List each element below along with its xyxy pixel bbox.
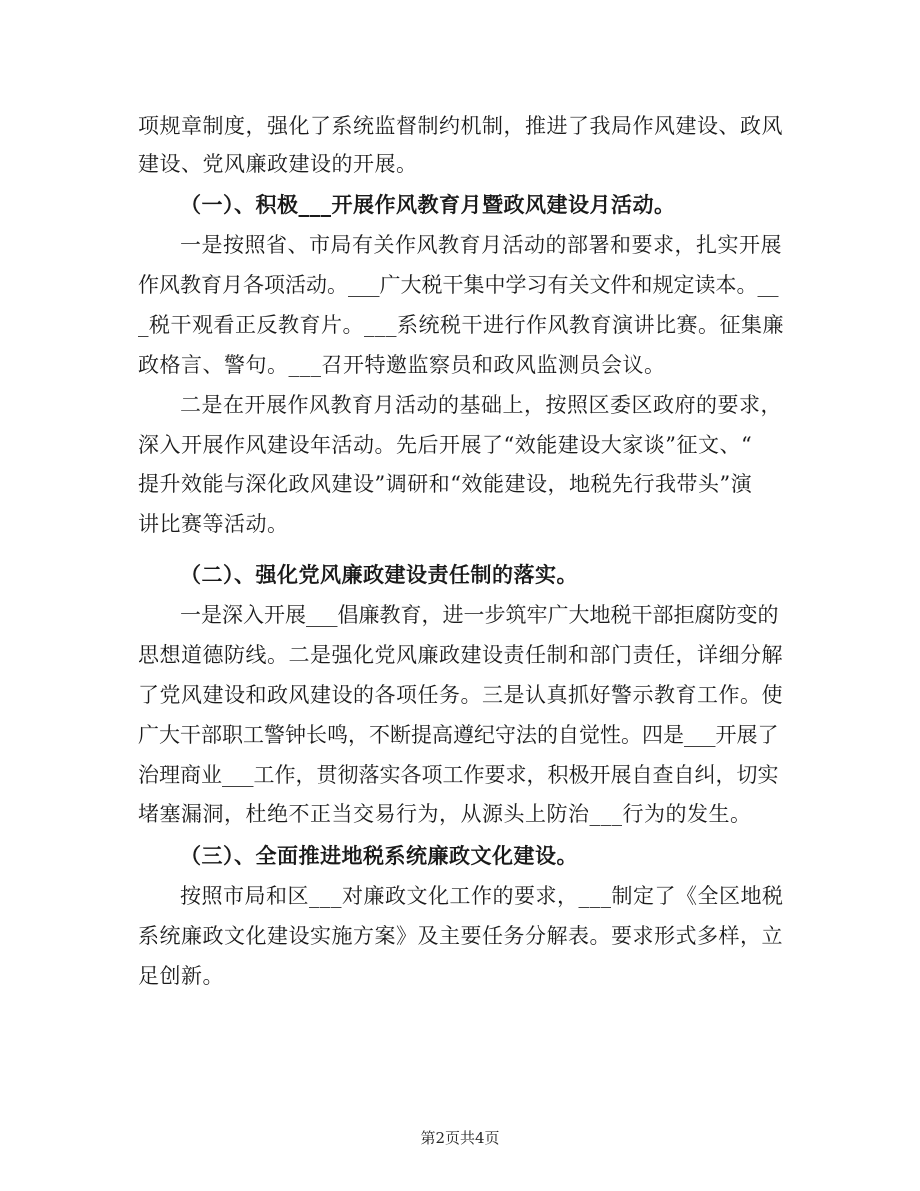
paragraph-line: 项规章制度，强化了系统监督制约机制，推进了我局作风建设、政风: [138, 114, 783, 138]
section-heading-2: （二）、强化党风廉政建设责任制的落实。: [180, 562, 578, 587]
paragraph-line: 了党风建设和政风建设的各项任务。三是认真抓好警示教育工作。使: [138, 683, 783, 707]
paragraph-line: 深入开展作风建设年活动。先后开展了“效能建设大家谈”征文、“: [138, 433, 753, 457]
paragraph-line: 建设、党风廉政建设的开展。: [138, 152, 418, 176]
paragraph-line: 作风教育月各项活动。___广大税干集中学习有关文件和规定读本。__: [138, 273, 779, 297]
paragraph-line: 堵塞漏洞，杜绝不正当交易行为，从源头上防治___行为的发生。: [138, 802, 752, 826]
paragraph-line: 政格言、警句。___召开特邀监察员和政风监测员会议。: [138, 353, 666, 377]
paragraph-line: 按照市局和区___对廉政文化工作的要求，___制定了《全区地税: [180, 884, 784, 908]
section-heading-3: （三）、全面推进地税系统廉政文化建设。: [180, 843, 578, 868]
paragraph-line: 提升效能与深化政风建设”调研和“效能建设，地税先行我带头”演: [138, 472, 753, 496]
paragraph-line: 讲比赛等活动。: [138, 512, 289, 536]
section-heading-1: （一）、积极___开展作风教育月暨政风建设月活动。: [180, 192, 676, 217]
page-number-footer: 第2页共4页: [420, 1129, 500, 1147]
paragraph-line: 足创新。: [138, 964, 224, 988]
paragraph-line: 二是在开展作风教育月活动的基础上，按照区委区政府的要求，: [180, 393, 782, 417]
paragraph-line: 一是按照省、市局有关作风教育月活动的部署和要求，扎实开展: [180, 233, 782, 257]
paragraph-line: 治理商业___工作，贯彻落实各项工作要求，积极开展自查自纠，切实: [138, 763, 779, 787]
paragraph-line: 思想道德防线。二是强化党风廉政建设责任制和部门责任，详细分解: [138, 643, 783, 667]
paragraph-line: _税干观看正反教育片。___系统税干进行作风教育演讲比赛。征集廉: [138, 313, 784, 337]
paragraph-line: 广大干部职工警钟长鸣，不断提高遵纪守法的自觉性。四是___开展了: [138, 723, 779, 747]
paragraph-line: 系统廉政文化建设实施方案》及主要任务分解表。要求形式多样，立: [138, 924, 783, 948]
paragraph-line: 一是深入开展___倡廉教育，进一步筑牢广大地税干部拒腐防变的: [180, 603, 779, 627]
